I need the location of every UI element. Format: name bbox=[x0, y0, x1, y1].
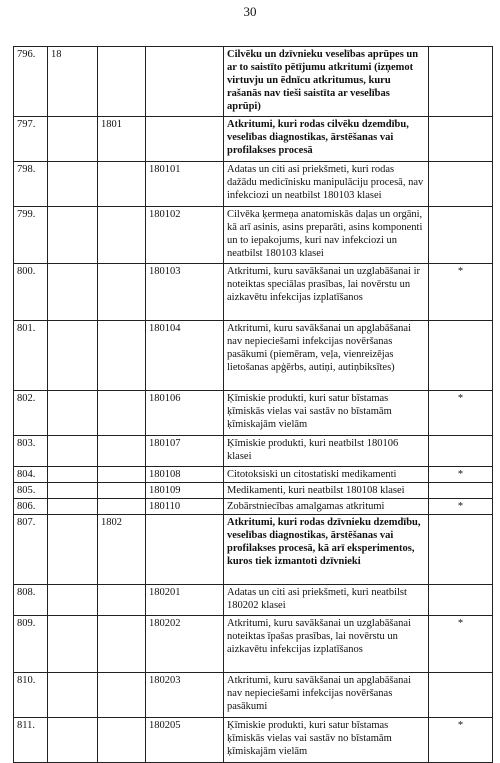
hazardous-mark-cell bbox=[429, 515, 493, 585]
group-code-cell bbox=[98, 207, 146, 264]
description-cell: Atkritumi, kuru savākšanai un apglabāšanai nav nepieciešami infekcijas novēršanas pasākumi (piemēram, veļa, vienreizējas lietošanas apģērbs, autiņi, autiņbiksītes) bbox=[224, 321, 429, 391]
hazardous-mark-cell bbox=[429, 117, 493, 162]
row-number-cell: 805. bbox=[14, 483, 48, 499]
hazardous-mark-cell: * bbox=[429, 391, 493, 436]
class-code-cell: 180107 bbox=[146, 436, 224, 467]
group-code-cell bbox=[98, 585, 146, 616]
hazardous-mark-cell bbox=[429, 47, 493, 117]
class-code-cell: 180201 bbox=[146, 585, 224, 616]
table-row bbox=[14, 616, 493, 673]
description-cell: Cilvēka ķermeņa anatomiskās daļas un orgāni, kā arī asinis, asins preparāti, asins komponenti un to iepakojums, kuri nav infekciozi un neatbilst 180103 klasei bbox=[224, 207, 429, 264]
hazardous-mark-cell: * bbox=[429, 718, 493, 763]
group-code-cell bbox=[98, 483, 146, 499]
table-row bbox=[14, 321, 493, 391]
class-code-cell bbox=[146, 117, 224, 162]
hazardous-mark-cell bbox=[429, 436, 493, 467]
row-number-cell: 804. bbox=[14, 467, 48, 483]
description-cell: Atkritumi, kuru savākšanai un apglabāšanai nav nepieciešami infekcijas novēršanas pasākumi bbox=[224, 673, 429, 718]
hazardous-mark-cell: * bbox=[429, 499, 493, 515]
table-row bbox=[14, 467, 493, 483]
class-code-cell bbox=[146, 47, 224, 117]
row-number-cell: 807. bbox=[14, 515, 48, 585]
description-cell: Adatas un citi asi priekšmeti, kuri rodas dažādu medicīnisku manipulāciju procesā, nav infekciozi un neatbilst 180103 klasei bbox=[224, 162, 429, 207]
chapter-code-cell bbox=[48, 483, 98, 499]
chapter-code-cell bbox=[48, 718, 98, 763]
table-row bbox=[14, 483, 493, 499]
row-number-cell: 803. bbox=[14, 436, 48, 467]
group-code-cell: 1802 bbox=[98, 515, 146, 585]
chapter-code-cell: 18 bbox=[48, 47, 98, 117]
description-cell: Atkritumi, kuru savākšanai un uzglabāšanai noteiktas īpašas prasības, lai novērstu un aizkavētu infekcijas izplatīšanos bbox=[224, 616, 429, 673]
class-code-cell: 180108 bbox=[146, 467, 224, 483]
hazardous-mark-cell bbox=[429, 162, 493, 207]
hazardous-mark-cell: * bbox=[429, 264, 493, 321]
group-code-cell bbox=[98, 162, 146, 207]
group-code-cell bbox=[98, 47, 146, 117]
description-cell: Zobārstniecības amalgamas atkritumi bbox=[224, 499, 429, 515]
chapter-code-cell bbox=[48, 616, 98, 673]
description-cell: Atkritumi, kuru savākšanai un uzglabāšanai ir noteiktas speciālas prasības, lai novērstu un aizkavētu infekcijas izplatīšanos bbox=[224, 264, 429, 321]
description-cell: Ķīmiskie produkti, kuri neatbilst 180106 klasei bbox=[224, 436, 429, 467]
description-cell: Ķīmiskie produkti, kuri satur bīstamas ķīmiskās vielas vai sastāv no bīstamām ķīmiskajām vielām bbox=[224, 718, 429, 763]
chapter-code-cell bbox=[48, 207, 98, 264]
row-number-cell: 810. bbox=[14, 673, 48, 718]
chapter-code-cell bbox=[48, 162, 98, 207]
page-number: 30 bbox=[243, 4, 257, 19]
chapter-code-cell bbox=[48, 264, 98, 321]
group-code-cell: 1801 bbox=[98, 117, 146, 162]
waste-classification-table bbox=[13, 46, 493, 763]
row-number-cell: 796. bbox=[14, 47, 48, 117]
class-code-cell: 180101 bbox=[146, 162, 224, 207]
class-code-cell: 180203 bbox=[146, 673, 224, 718]
table-row bbox=[14, 391, 493, 436]
class-code-cell bbox=[146, 515, 224, 585]
hazardous-mark-cell: * bbox=[429, 467, 493, 483]
table-row bbox=[14, 117, 493, 162]
hazardous-mark-cell bbox=[429, 483, 493, 499]
group-code-cell bbox=[98, 616, 146, 673]
table-row bbox=[14, 436, 493, 467]
row-number-cell: 811. bbox=[14, 718, 48, 763]
group-code-cell bbox=[98, 718, 146, 763]
group-code-cell bbox=[98, 436, 146, 467]
table-row bbox=[14, 515, 493, 585]
group-code-cell bbox=[98, 321, 146, 391]
chapter-code-cell bbox=[48, 117, 98, 162]
row-number-cell: 797. bbox=[14, 117, 48, 162]
table-row bbox=[14, 162, 493, 207]
chapter-code-cell bbox=[48, 673, 98, 718]
class-code-cell: 180202 bbox=[146, 616, 224, 673]
table-row bbox=[14, 585, 493, 616]
group-code-cell bbox=[98, 467, 146, 483]
description-cell: Citotoksiski un citostatiski medikamenti bbox=[224, 467, 429, 483]
row-number-cell: 802. bbox=[14, 391, 48, 436]
table-row bbox=[14, 47, 493, 117]
group-code-cell bbox=[98, 673, 146, 718]
description-cell: Atkritumi, kuri rodas cilvēku dzemdību, veselības diagnostikas, ārstēšanas vai profilakses procesā bbox=[224, 117, 429, 162]
description-cell: Ķīmiskie produkti, kuri satur bīstamas ķīmiskās vielas vai sastāv no bīstamām ķīmiskajām vielām bbox=[224, 391, 429, 436]
chapter-code-cell bbox=[48, 585, 98, 616]
class-code-cell: 180205 bbox=[146, 718, 224, 763]
chapter-code-cell bbox=[48, 391, 98, 436]
row-number-cell: 800. bbox=[14, 264, 48, 321]
group-code-cell bbox=[98, 499, 146, 515]
table-body bbox=[14, 47, 493, 763]
row-number-cell: 799. bbox=[14, 207, 48, 264]
hazardous-mark-cell: * bbox=[429, 616, 493, 673]
row-number-cell: 809. bbox=[14, 616, 48, 673]
chapter-code-cell bbox=[48, 436, 98, 467]
class-code-cell: 180106 bbox=[146, 391, 224, 436]
row-number-cell: 806. bbox=[14, 499, 48, 515]
hazardous-mark-cell bbox=[429, 673, 493, 718]
class-code-cell: 180110 bbox=[146, 499, 224, 515]
hazardous-mark-cell bbox=[429, 585, 493, 616]
table-row bbox=[14, 718, 493, 763]
group-code-cell bbox=[98, 391, 146, 436]
description-cell: Atkritumi, kuri rodas dzīvnieku dzemdību, veselības diagnostikas, ārstēšanas vai profilakses procesā, kā arī eksperimentos, kuros tiek izmantoti dzīvnieki bbox=[224, 515, 429, 585]
chapter-code-cell bbox=[48, 467, 98, 483]
row-number-cell: 801. bbox=[14, 321, 48, 391]
chapter-code-cell bbox=[48, 321, 98, 391]
hazardous-mark-cell bbox=[429, 321, 493, 391]
table-row bbox=[14, 673, 493, 718]
table-row bbox=[14, 499, 493, 515]
class-code-cell: 180102 bbox=[146, 207, 224, 264]
description-cell: Cilvēku un dzīvnieku veselības aprūpes un ar to saistīto pētījumu atkritumi (izņemot virtuvju un ēdnīcu atkritumus, kuru rašanās nav tieši saistīta ar veselības aprūpi) bbox=[224, 47, 429, 117]
class-code-cell: 180109 bbox=[146, 483, 224, 499]
table-row bbox=[14, 207, 493, 264]
row-number-cell: 808. bbox=[14, 585, 48, 616]
row-number-cell: 798. bbox=[14, 162, 48, 207]
description-cell: Adatas un citi asi priekšmeti, kuri neatbilst 180202 klasei bbox=[224, 585, 429, 616]
chapter-code-cell bbox=[48, 499, 98, 515]
class-code-cell: 180103 bbox=[146, 264, 224, 321]
table-row bbox=[14, 264, 493, 321]
class-code-cell: 180104 bbox=[146, 321, 224, 391]
hazardous-mark-cell bbox=[429, 207, 493, 264]
group-code-cell bbox=[98, 264, 146, 321]
chapter-code-cell bbox=[48, 515, 98, 585]
description-cell: Medikamenti, kuri neatbilst 180108 klasei bbox=[224, 483, 429, 499]
